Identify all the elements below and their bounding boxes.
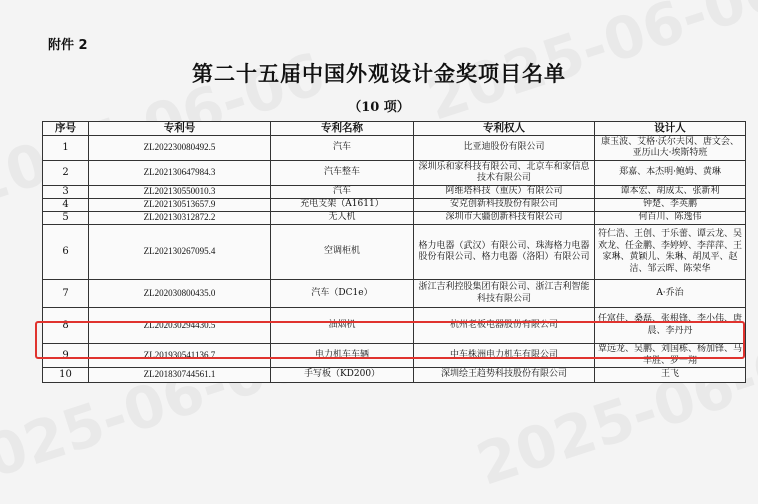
header-patent-number: 专利号	[89, 122, 271, 136]
cell-patent-number: ZL202130647984.3	[89, 161, 271, 186]
cell-patent-name: 汽车	[271, 136, 414, 161]
cell-designers: A·乔治	[595, 280, 746, 308]
cell-patent-number: ZL202030800435.0	[89, 280, 271, 308]
cell-index: 3	[43, 186, 89, 199]
cell-patent-number: ZL202130312872.2	[89, 212, 271, 225]
cell-patent-owner: 阿维塔科技（重庆）有限公司	[414, 186, 595, 199]
cell-patent-number: ZL202130267095.4	[89, 225, 271, 280]
cell-patent-name: 手写板（KD200）	[271, 368, 414, 383]
cell-patent-number: ZL201930541136.7	[89, 344, 271, 368]
table-row	[43, 212, 746, 225]
cell-patent-owner: 格力电器（武汉）有限公司、珠海格力电器股份有限公司、格力电器（洛阳）有限公司	[414, 225, 595, 280]
header-index: 序号	[43, 122, 89, 136]
cell-index: 9	[43, 344, 89, 368]
table-row	[43, 199, 746, 212]
cell-patent-name: 充电支架（A1611）	[271, 199, 414, 212]
cell-patent-owner: 浙江吉利控股集团有限公司、浙江吉利智能科技有限公司	[414, 280, 595, 308]
cell-patent-name: 空调柜机	[271, 225, 414, 280]
cell-patent-owner: 安克创新科技股份有限公司	[414, 199, 595, 212]
cell-patent-number: ZL202130550010.3	[89, 186, 271, 199]
cell-designers: 符仁浩、王创、于乐蕾、谭云龙、吴欢龙、任金鹏、李婷婷、李萍萍、王家琳、黄颖儿、朱琳、胡凤平、赵洁、邹云晖、陈荣华	[595, 225, 746, 280]
table-row	[43, 225, 746, 280]
table-row	[43, 368, 746, 383]
cell-index: 5	[43, 212, 89, 225]
cell-index: 6	[43, 225, 89, 280]
table-row	[43, 280, 746, 308]
header-patent-owner: 专利权人	[414, 122, 595, 136]
cell-designers: 钟楚、李英鹏	[595, 199, 746, 212]
table-row	[43, 136, 746, 161]
cell-patent-name: 无人机	[271, 212, 414, 225]
table-header-row	[43, 122, 746, 136]
cell-designers: 谭本宏、胡成太、张新利	[595, 186, 746, 199]
cell-index: 7	[43, 280, 89, 308]
cell-patent-name: 油烟机	[271, 308, 414, 344]
cell-patent-owner: 深圳绘王趋势科技股份有限公司	[414, 368, 595, 383]
item-count: （10 项）	[348, 100, 410, 115]
cell-designers: 覃远龙、吴鹏、刘国栋、杨加锋、马丰胜、罗一翔	[595, 344, 746, 368]
highlight-box-row-8	[35, 321, 745, 359]
cell-designers: 郑嘉、本杰明·鲍姆、黄琳	[595, 161, 746, 186]
cell-index: 10	[43, 368, 89, 383]
cell-index: 8	[43, 308, 89, 344]
cell-patent-owner: 深圳市大疆创新科技有限公司	[414, 212, 595, 225]
attachment-label: 附件 2	[48, 38, 88, 53]
cell-designers: 何百川、陈逸伟	[595, 212, 746, 225]
cell-patent-number: ZL202230080492.5	[89, 136, 271, 161]
cell-patent-name: 电力机车车辆	[271, 344, 414, 368]
cell-patent-owner: 杭州老板电器股份有限公司	[414, 308, 595, 344]
header-patent-name: 专利名称	[271, 122, 414, 136]
cell-patent-number: ZL201830744561.1	[89, 368, 271, 383]
cell-patent-owner: 中车株洲电力机车有限公司	[414, 344, 595, 368]
cell-patent-name: 汽车（DC1e）	[271, 280, 414, 308]
cell-patent-number: ZL202130513657.9	[89, 199, 271, 212]
cell-patent-name: 汽车	[271, 186, 414, 199]
table-row	[43, 186, 746, 199]
cell-designers: 任富佳、桑磊、张根锋、李小伟、唐晨、李丹丹	[595, 308, 746, 344]
cell-patent-number: ZL202030294430.5	[89, 308, 271, 344]
cell-patent-name: 汽车整车	[271, 161, 414, 186]
cell-index: 2	[43, 161, 89, 186]
cell-index: 4	[43, 199, 89, 212]
cell-patent-owner: 深圳乐和家科技有限公司、北京车和家信息技术有限公司	[414, 161, 595, 186]
header-designers: 设计人	[595, 122, 746, 136]
cell-index: 1	[43, 136, 89, 161]
cell-patent-owner: 比亚迪股份有限公司	[414, 136, 595, 161]
cell-designers: 王飞	[595, 368, 746, 383]
cell-designers: 康玉波、艾格·沃尔夫冈、唐文会、亚历山大·埃斯特班	[595, 136, 746, 161]
table-row	[43, 161, 746, 186]
document-title: 第二十五届中国外观设计金奖项目名单	[192, 61, 566, 86]
